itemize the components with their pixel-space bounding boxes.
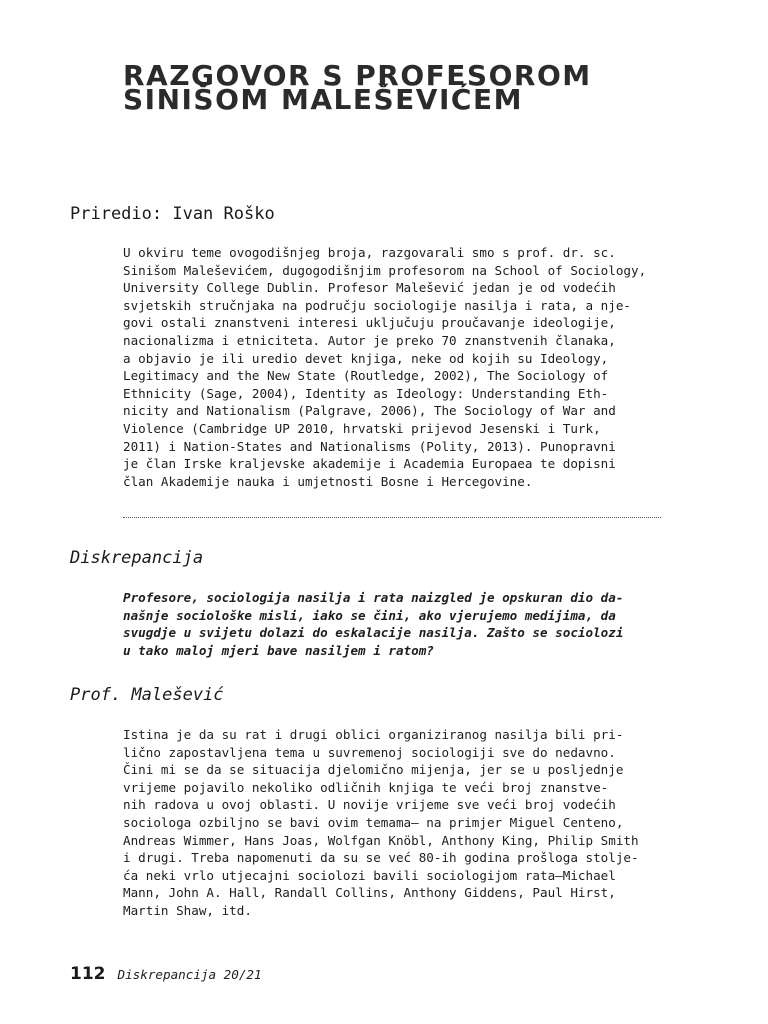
answer-line: ća neki vrlo utjecajni sociolozi bavili sociologijom rata–Michael xyxy=(123,867,616,883)
answer-line: Andreas Wimmer, Hans Joas, Wolfgan Knöbl, Anthony King, Philip Smith xyxy=(123,832,639,848)
question-line: svugdje u svijetu dolazi do eskalacije nasilja. Zašto se sociolozi xyxy=(123,625,624,641)
answer-line: Martin Shaw, itd. xyxy=(123,902,252,918)
intro-line: Violence (Cambridge UP 2010, hrvatski prijevod Jesenski i Turk, xyxy=(123,420,601,436)
intro-line: Ethnicity (Sage, 2004), Identity as Ideology: Understanding Eth- xyxy=(123,385,609,401)
article-title xyxy=(123,59,723,116)
answer-line: Mann, John A. Hall, Randall Collins, Anthony Giddens, Paul Hirst, xyxy=(123,885,616,901)
intro-line: nacionalizma i etniciteta. Autor je preko 70 znanstvenih članaka, xyxy=(123,332,616,348)
answer-line: vrijeme pojavilo nekoliko odličnih knjiga te veći broj znanstve- xyxy=(123,779,609,795)
question-line: Profesore, sociologija nasilja i rata naizgled je opskuran dio da- xyxy=(123,590,624,605)
byline: Priredio: Ivan Roško xyxy=(70,204,275,224)
intro-line: University College Dublin. Profesor Malešević jedan je od vodećih xyxy=(123,280,616,296)
page-number: 112 xyxy=(70,964,106,984)
answer-line: lično zapostavljena tema u suvremenoj sociologiji sve do nedavno. xyxy=(123,744,616,760)
intro-line: govi ostali znanstveni interesi uključuju proučavanje ideologije, xyxy=(123,315,616,331)
intro-paragraph xyxy=(123,244,661,490)
answer-line: Istina je da su rat i drugi oblici organiziranog nasilja bili pri- xyxy=(123,727,624,742)
question-line: našnje sociološke misli, iako se čini, ako vjerujemo medijima, da xyxy=(123,607,616,623)
dotted-divider xyxy=(123,517,661,518)
article-title-line-2: SINIŠOM MALEŠEVIĆEM xyxy=(123,83,523,116)
answer-line: i drugi. Treba napomenuti da su se već 80-ih godina prošloga stolje- xyxy=(123,850,639,866)
intro-line: U okviru teme ovogodišnjeg broja, razgovarali smo s prof. dr. sc. xyxy=(123,245,616,260)
answer-line: nih radova u ovoj oblasti. U novije vrijeme sve veći broj vodećih xyxy=(123,797,616,813)
intro-line: Sinišom Maleševićem, dugogodišnjim profesorom na School of Sociology, xyxy=(123,262,647,278)
intro-line: nicity and Nationalism (Palgrave, 2006), The Sociology of War and xyxy=(123,403,616,419)
journal-issue: Diskrepancija 20/21 xyxy=(117,967,262,982)
answer-paragraph xyxy=(123,726,661,920)
answer-heading: Prof. Malešević xyxy=(70,685,224,705)
intro-line: a objavio je ili uredio devet knjiga, neke od kojih su Ideology, xyxy=(123,350,609,366)
intro-line: je član Irske kraljevske akademije i Academia Europaea te dopisni xyxy=(123,456,616,472)
intro-line: svjetskih stručnjaka na području sociologije nasilja i rata, a nje- xyxy=(123,297,631,313)
question-paragraph xyxy=(123,589,661,659)
answer-line: Čini mi se da se situacija djelomično mijenja, jer se u posljednje xyxy=(123,762,624,778)
article-title-line-1: RAZGOVOR S PROFESOROM xyxy=(123,59,592,92)
page-footer xyxy=(70,964,262,984)
intro-line: član Akademije nauka i umjetnosti Bosne i Hercegovine. xyxy=(123,473,533,489)
question-heading: Diskrepancija xyxy=(70,548,204,568)
intro-line: Legitimacy and the New State (Routledge, 2002), The Sociology of xyxy=(123,368,609,384)
answer-line: sociologa ozbiljno se bavi ovim temama– na primjer Miguel Centeno, xyxy=(123,814,624,830)
question-line: u tako maloj mjeri bave nasiljem i ratom? xyxy=(123,642,434,658)
intro-line: 2011) i Nation-States and Nationalisms (Polity, 2013). Punopravni xyxy=(123,438,616,454)
